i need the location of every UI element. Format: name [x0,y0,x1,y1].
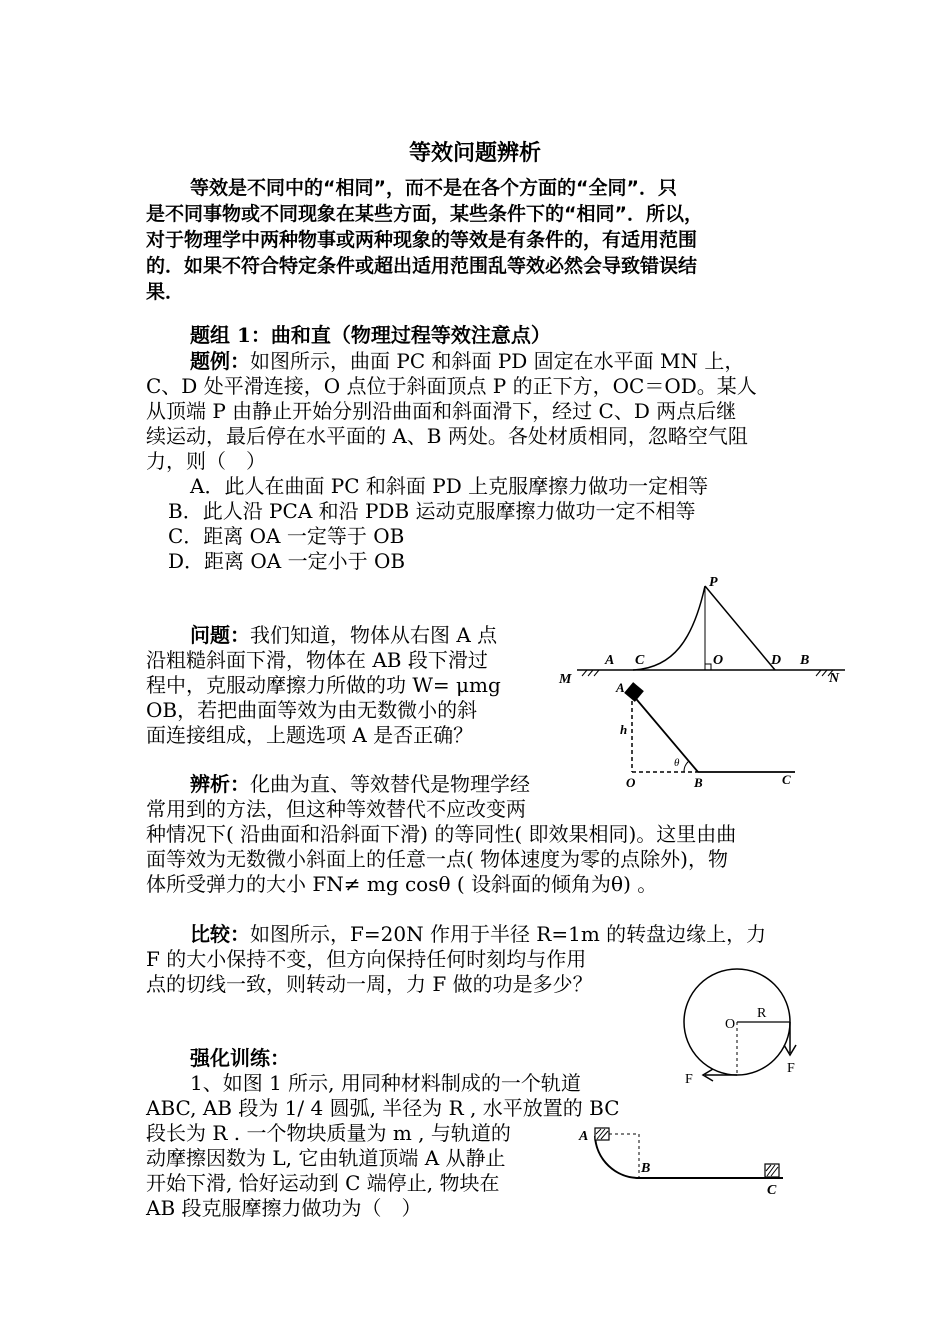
page-title: 等效问题辨析 [408,141,541,166]
question-line-4: OB，若把曲面等效为由无数微小的斜 [146,698,478,722]
example-text-1: 如图所示，曲面 PC 和斜面 PD 固定在水平面 MN 上， [250,349,745,373]
label-b: B [800,653,810,668]
compare-line-1 [190,922,766,946]
incline-label-o: O [626,775,636,790]
incline-label-c: C [782,772,791,787]
disk-label-f-bottom: F [685,1072,693,1087]
disk-label-f-right: F [787,1061,795,1076]
track-radius-dash [609,1134,639,1178]
intro-line-3: 对于物理学中两种物事或两种现象的等效是有条件的，有适用范围 [146,229,698,251]
training-line-2: ABC, AB 段为 1/ 4 圆弧, 半径为 R , 水平放置的 BC [146,1096,620,1120]
label-o: O [713,653,724,668]
analysis-label: 辨析： [190,772,250,796]
track-label-b: B [641,1161,651,1176]
label-p: P [709,575,718,590]
question-line-3: 程中，克服动摩擦力所做的功 W= μmg [146,673,501,697]
block [624,682,644,702]
example-line-3: 从顶端 P 由静止开始分别沿曲面和斜面滑下，经过 C、D 两点后继 [146,399,737,423]
incline-label-h: h [620,722,628,737]
incline-label-a: A [616,680,625,695]
analysis-text-1: 化曲为直、等效替代是物理学经 [250,772,530,796]
disk-label-r: R [757,1006,767,1021]
ground-hatch-left [582,670,599,676]
question-line-5: 面连接组成，上题选项 A 是否正确？ [146,723,474,747]
training-line-4: 动摩擦因数为 L, 它由轨道顶端 A 从静止 [146,1146,506,1170]
training-line-6: AB 段克服摩擦力做功为（ ） [146,1196,422,1220]
curve-incline-figure [555,570,850,690]
question-line-2: 沿粗糙斜面下滑，物体在 AB 段下滑过 [146,648,488,672]
label-d: D [771,653,782,668]
incline-label-b: B [694,775,703,790]
intro-line-1: 等效是不同中的“相同”，而不是在各个方面的“全同”．只 [190,177,677,199]
example-line-4: 续运动，最后停在水平面的 A、B 两处。各处材质相同，忽略空气阻 [146,424,748,448]
training-line-5: 开始下滑, 恰好运动到 C 端停止, 物块在 [146,1171,500,1195]
compare-line-2: F 的大小保持不变，但方向保持任何时刻均与作用 [146,947,587,971]
group1-heading: 题组 1：曲和直（物理过程等效注意点） [190,323,551,347]
analysis-line-5: 体所受弹力的大小 FN≠ mg cosθ ( 设斜面的倾角为θ) 。 [146,872,658,896]
label-a: A [605,653,615,668]
incline-ab [632,694,698,772]
analysis-line-1 [190,772,530,796]
compare-line-3: 点的切线一致，则转动一周，力 F 做的功是多少？ [146,972,593,996]
option-a: A．此人在曲面 PC 和斜面 PD 上克服摩擦力做功一定相等 [190,474,709,498]
training-heading: 强化训练： [190,1046,290,1070]
track-label-a: A [579,1129,589,1144]
training-line-1: 1、如图 1 所示, 用同种材料制成的一个轨道 [190,1071,581,1095]
label-c: C [635,653,645,668]
intro-line-4: 的．如果不符合特定条件或超出适用范围乱等效必然会导致错误结 [146,255,698,277]
question-text-1: 我们知道，物体从右图 A 点 [250,623,498,647]
intro-line-5: 果． [146,281,185,303]
compare-text-1: 如图所示，F=20N 作用于半径 R=1m 的转盘边缘上，力 [250,922,767,946]
track-arc-ab [595,1136,639,1178]
question-line-1 [190,623,497,647]
example-line-2: C、D 处平滑连接，O 点位于斜面顶点 P 的正下方，OC＝OD。某人 [146,374,757,398]
compare-label: 比较： [190,922,250,946]
training-line-3: 段长为 R . 一个物块质量为 m , 与轨道的 [146,1121,511,1145]
option-d: D．距离 OA 一定小于 OB [168,549,406,573]
example-line-5: 力，则（ ） [146,449,266,473]
analysis-line-2: 常用到的方法，但这种等效替代不应改变两 [146,797,526,821]
right-angle-mark [705,664,711,670]
label-m: M [559,672,572,687]
disk-figure [675,965,805,1090]
track-figure [575,1122,795,1198]
label-n: N [829,671,840,686]
analysis-line-4: 面等效为无数微小斜面上的任意一点( 物体速度为零的点除外)，物 [146,847,728,871]
example-line-1 [190,349,744,373]
theta-arc [684,761,689,772]
question-label: 问题： [190,623,250,647]
track-label-c: C [767,1183,777,1198]
intro-line-2: 是不同事物或不同现象在某些方面，某些条件下的“相同”．所以， [146,203,703,225]
option-b: B．此人沿 PCA 和沿 PDB 运动克服摩擦力做功一定不相等 [168,499,696,523]
incline-block-figure [610,680,810,792]
analysis-line-3: 种情况下( 沿曲面和沿斜面下滑) 的等同性( 即效果相同)。这里由曲 [146,822,737,846]
example-label: 题例： [190,349,250,373]
disk-label-o: O [725,1017,736,1032]
option-c: C．距离 OA 一定等于 OB [168,524,405,548]
incline-label-theta: θ [674,757,680,769]
